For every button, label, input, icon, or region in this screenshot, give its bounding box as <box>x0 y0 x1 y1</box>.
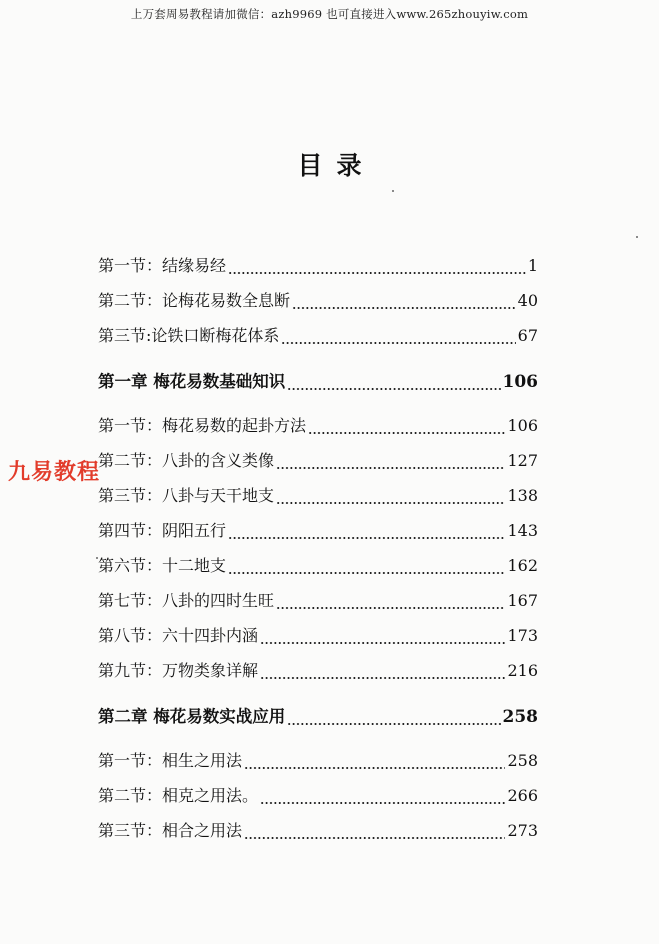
watermark-logo: 九易教程 <box>8 460 101 485</box>
toc-chapter-entry[interactable] <box>98 703 538 727</box>
toc-entry[interactable] <box>98 657 538 681</box>
toc-leader-dots <box>281 326 515 346</box>
toc-leader-dots <box>276 591 505 611</box>
scan-speck <box>636 236 638 238</box>
toc-entry[interactable] <box>98 322 538 346</box>
toc-entry-page: 167 <box>507 591 538 610</box>
toc-entry[interactable] <box>98 482 538 506</box>
toc-leader-dots <box>287 372 500 392</box>
toc-leader-dots <box>276 451 505 471</box>
toc-entry-label: 第九节：万物类象详解 <box>98 661 259 680</box>
toc-entry[interactable] <box>98 782 538 806</box>
toc-entry-page: 106 <box>507 416 538 435</box>
toc-entry[interactable] <box>98 552 538 576</box>
toc-chapter-entry[interactable] <box>98 368 538 392</box>
toc-entry-page: 266 <box>507 786 538 805</box>
toc-leader-dots <box>260 661 505 681</box>
toc-entry-page: 173 <box>507 626 538 645</box>
toc-entry-page: 258 <box>502 707 538 727</box>
toc-entry-label: 第二节：相克之用法。 <box>98 786 259 805</box>
toc-entry-label: 第三节:论铁口断梅花体系 <box>98 326 280 345</box>
toc-entry-page: 1 <box>527 256 538 275</box>
toc-entry-label: 第二节：八卦的含义类像 <box>98 451 275 470</box>
toc-entry[interactable] <box>98 622 538 646</box>
toc-entry-page: 216 <box>507 661 538 680</box>
toc-leader-dots <box>308 416 505 436</box>
toc-leader-dots <box>276 486 505 506</box>
toc-entry-page: 258 <box>507 751 538 770</box>
toc-entry-label: 第七节：八卦的四时生旺 <box>98 591 275 610</box>
toc-entry-page: 162 <box>507 556 538 575</box>
toc-entry-label: 第一节：结缘易经 <box>98 256 227 275</box>
toc-entry-label: 第八节：六十四卦内涵 <box>98 626 259 645</box>
toc-entry[interactable] <box>98 252 538 276</box>
toc-entry-label: 第二章 梅花易数实战应用 <box>98 707 286 726</box>
toc-entry-page: 143 <box>507 521 538 540</box>
toc-entry-label: 第一节：相生之用法 <box>98 751 243 770</box>
toc-entry-label: 第三节：八卦与天干地支 <box>98 486 275 505</box>
toc-entry-page: 127 <box>507 451 538 470</box>
toc-leader-dots <box>260 626 505 646</box>
scan-speck <box>392 190 394 192</box>
toc-leader-dots <box>260 786 505 806</box>
toc-entry[interactable] <box>98 747 538 771</box>
toc-leader-dots <box>228 521 505 541</box>
toc-entry-page: 273 <box>507 821 538 840</box>
toc-entry[interactable] <box>98 447 538 471</box>
toc-leader-dots <box>292 291 516 311</box>
toc-entry-page: 106 <box>502 372 538 392</box>
toc-leader-dots <box>244 751 505 771</box>
toc-entry[interactable] <box>98 412 538 436</box>
scan-speck <box>96 557 98 559</box>
toc-entry-label: 第四节：阴阳五行 <box>98 521 227 540</box>
toc-entry[interactable] <box>98 517 538 541</box>
toc-leader-dots <box>287 707 500 727</box>
toc-entry-label: 第一章 梅花易数基础知识 <box>98 372 286 391</box>
toc-entry-label: 第三节：相合之用法 <box>98 821 243 840</box>
page-title: 目录 <box>297 151 376 180</box>
toc-leader-dots <box>244 821 505 841</box>
toc-entry[interactable] <box>98 287 538 311</box>
toc-entry-label: 第一节：梅花易数的起卦方法 <box>98 416 307 435</box>
toc-entry-page: 67 <box>517 326 538 345</box>
toc-leader-dots <box>228 556 505 576</box>
toc-entry[interactable] <box>98 587 538 611</box>
toc-leader-dots <box>228 256 526 276</box>
page-header: 上万套周易教程请加微信：azh9969 也可直接进入www.265zhouyiw.com <box>130 7 529 21</box>
toc-entry[interactable] <box>98 817 538 841</box>
toc-entry-label: 第六节：十二地支 <box>98 556 227 575</box>
toc-entry-page: 40 <box>517 291 538 310</box>
toc-entry-page: 138 <box>507 486 538 505</box>
toc-entry-label: 第二节：论梅花易数全息断 <box>98 291 291 310</box>
